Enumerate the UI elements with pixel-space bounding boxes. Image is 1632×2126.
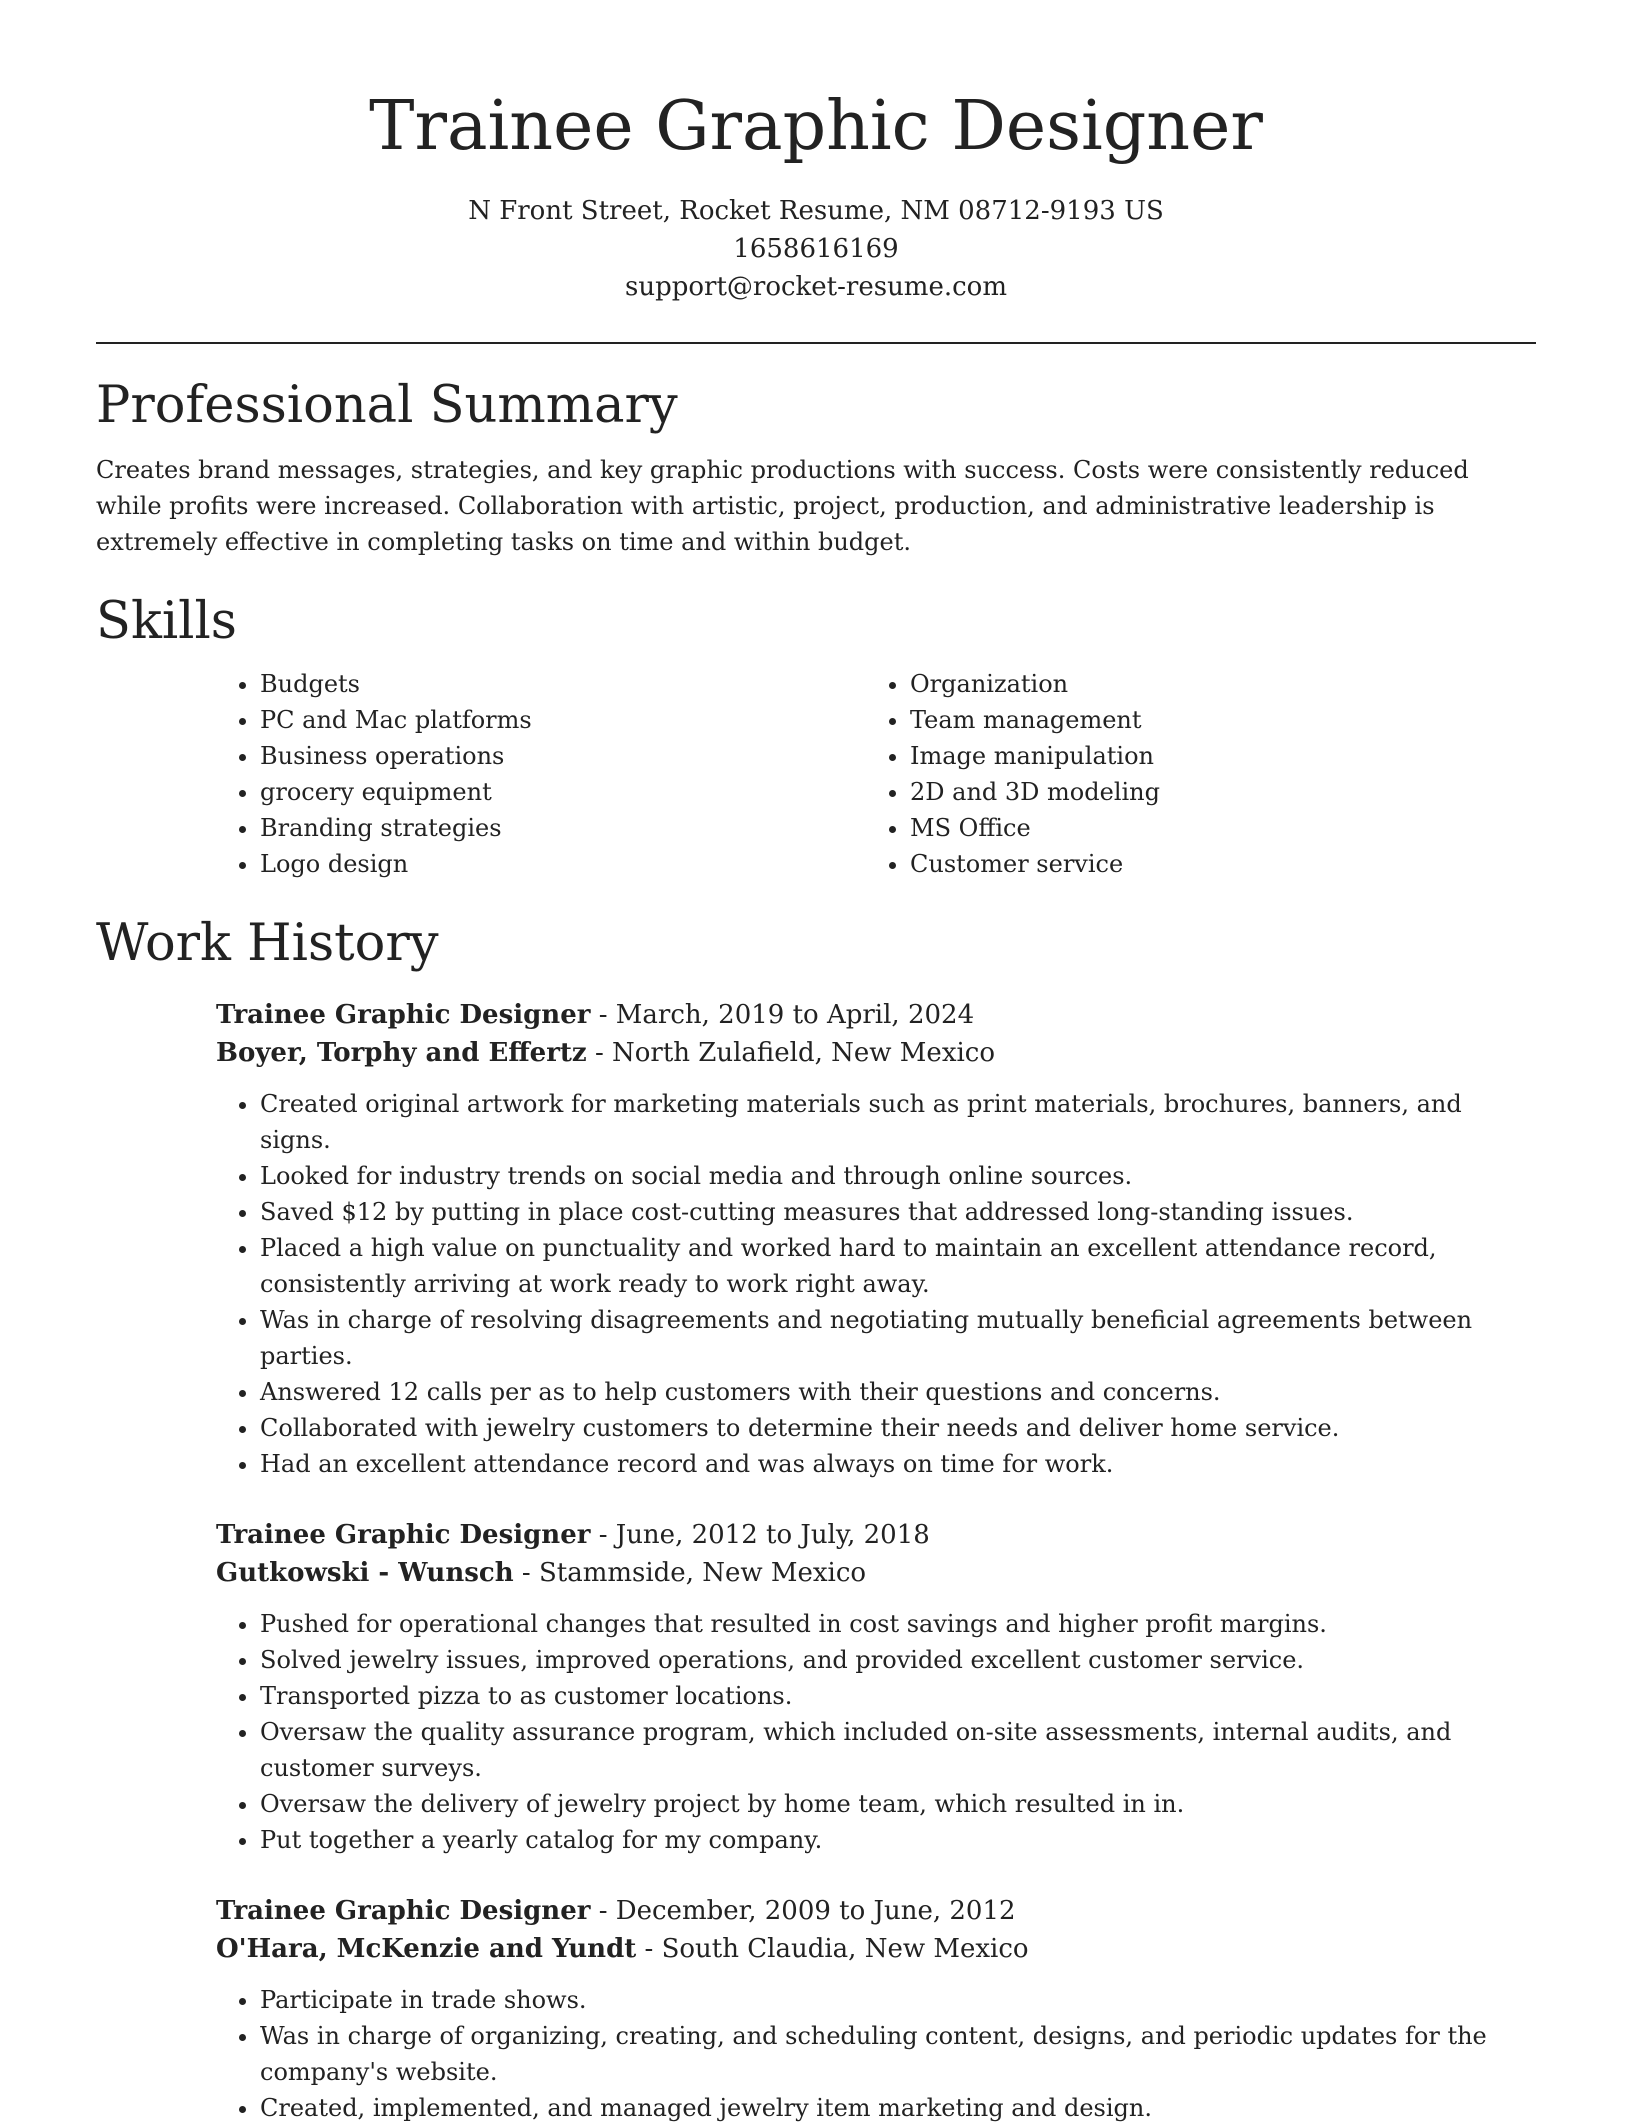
job-bullet-list [216, 1086, 1536, 1482]
job-dates: June, 2012 to July, 2018 [615, 1520, 930, 1550]
job-dates: December, 2009 to June, 2012 [615, 1896, 1016, 1926]
contact-phone: 1658616169 [733, 234, 899, 264]
skill-item: • Logo design [260, 846, 866, 882]
job-entry [216, 1516, 1536, 1858]
job-location: Stammside, New Mexico [538, 1558, 867, 1588]
skill-item: • Branding strategies [260, 810, 866, 846]
job-title-line: Trainee Graphic Designer - June, 2012 to July, 2018 [216, 1520, 930, 1550]
job-bullet: • Transported pizza to as customer locations. [260, 1678, 1536, 1714]
skill-item: • Business operations [260, 738, 866, 774]
contact-address: N Front Street, Rocket Resume, NM 08712-9193 US [468, 196, 1164, 226]
summary-section [96, 374, 1536, 560]
contact-email: support@rocket-resume.com [624, 272, 1007, 302]
job-bullet: • Solved jewelry issues, improved operations, and provided excellent customer service. [260, 1642, 1536, 1678]
job-bullet: • Put together a yearly catalog for my company. [260, 1822, 1536, 1858]
job-location: South Claudia, New Mexico [661, 1934, 1029, 1964]
job-bullet-list [216, 1982, 1536, 2126]
job-entry [216, 996, 1536, 1482]
skill-item: • Image manipulation [910, 738, 1516, 774]
resume-header [96, 0, 1536, 306]
work-history-heading: Work History [96, 914, 439, 973]
job-bullet: • Saved $12 by putting in place cost-cutting measures that addressed long-standing issues. [260, 1194, 1536, 1230]
job-title-line: Trainee Graphic Designer - March, 2019 to April, 2024 [216, 1000, 975, 1030]
skills-column-right [866, 666, 1516, 882]
job-bullet: • Had an excellent attendance record and was always on time for work. [260, 1446, 1536, 1482]
job-dates: March, 2019 to April, 2024 [615, 1000, 975, 1030]
skills-column-left [216, 666, 866, 882]
skill-item: • Budgets [260, 666, 866, 702]
skill-item: • Customer service [910, 846, 1516, 882]
skills-list-left [216, 666, 866, 882]
job-company-line: Boyer, Torphy and Effertz - North Zulafield, New Mexico [216, 1038, 996, 1068]
job-bullet: • Answered 12 calls per as to help customers with their questions and concerns. [260, 1374, 1536, 1410]
job-company: Gutkowski - Wunsch [216, 1558, 514, 1588]
candidate-name: Trainee Graphic Designer [369, 87, 1263, 166]
job-bullet: • Created original artwork for marketing materials such as print materials, brochures, banners, and signs. [260, 1086, 1536, 1158]
resume-page [96, 0, 1536, 2126]
job-bullet: • Oversaw the delivery of jewelry project by home team, which resulted in in. [260, 1786, 1536, 1822]
job-company: O'Hara, McKenzie and Yundt [216, 1934, 637, 1964]
skill-item: • Team management [910, 702, 1516, 738]
skill-item: • 2D and 3D modeling [910, 774, 1516, 810]
job-location: North Zulafield, New Mexico [612, 1038, 996, 1068]
job-entry [216, 1892, 1536, 2126]
job-bullet: • Participate in trade shows. [260, 1982, 1536, 2018]
job-company-line: O'Hara, McKenzie and Yundt - South Claudia, New Mexico [216, 1934, 1029, 1964]
job-company: Boyer, Torphy and Effertz [216, 1038, 587, 1068]
job-bullet: • Oversaw the quality assurance program, which included on-site assessments, internal audits, and customer surveys. [260, 1714, 1536, 1786]
skills-section [96, 590, 1536, 882]
job-title: Trainee Graphic Designer [216, 1520, 591, 1550]
summary-heading: Professional Summary [96, 376, 678, 435]
job-bullet: • Collaborated with jewelry customers to determine their needs and deliver home service. [260, 1410, 1536, 1446]
job-bullet: • Was in charge of resolving disagreements and negotiating mutually beneficial agreements between parties. [260, 1302, 1536, 1374]
skill-item: • grocery equipment [260, 774, 866, 810]
job-title: Trainee Graphic Designer [216, 1896, 591, 1926]
header-divider [96, 342, 1536, 344]
job-company-line: Gutkowski - Wunsch - Stammside, New Mexico [216, 1558, 867, 1588]
skills-columns [216, 666, 1536, 882]
job-bullet: • Pushed for operational changes that resulted in cost savings and higher profit margins. [260, 1606, 1536, 1642]
skills-list-right [866, 666, 1516, 882]
skills-heading: Skills [96, 592, 237, 651]
job-title-line: Trainee Graphic Designer - December, 2009 to June, 2012 [216, 1896, 1016, 1926]
job-bullet: • Was in charge of organizing, creating, and scheduling content, designs, and periodic updates for the company's website. [260, 2018, 1536, 2090]
skill-item: • PC and Mac platforms [260, 702, 866, 738]
job-bullet: • Placed a high value on punctuality and worked hard to maintain an excellent attendance record, consistently arriving at work ready to work right away. [260, 1230, 1536, 1302]
job-bullet-list [216, 1606, 1536, 1858]
skill-item: • Organization [910, 666, 1516, 702]
job-bullet: • Created, implemented, and managed jewelry item marketing and design. [260, 2090, 1536, 2126]
work-history-section [96, 912, 1536, 2126]
summary-text: Creates brand messages, strategies, and key graphic productions with success. Costs were consistently reduced while profits were increased. Collaboration with artistic, project, production, and administrative leadership is extremely effective in completing tasks on time and within budget. [96, 456, 1469, 556]
job-bullet: • Looked for industry trends on social media and through online sources. [260, 1158, 1536, 1194]
job-title: Trainee Graphic Designer [216, 1000, 591, 1030]
skill-item: • MS Office [910, 810, 1516, 846]
